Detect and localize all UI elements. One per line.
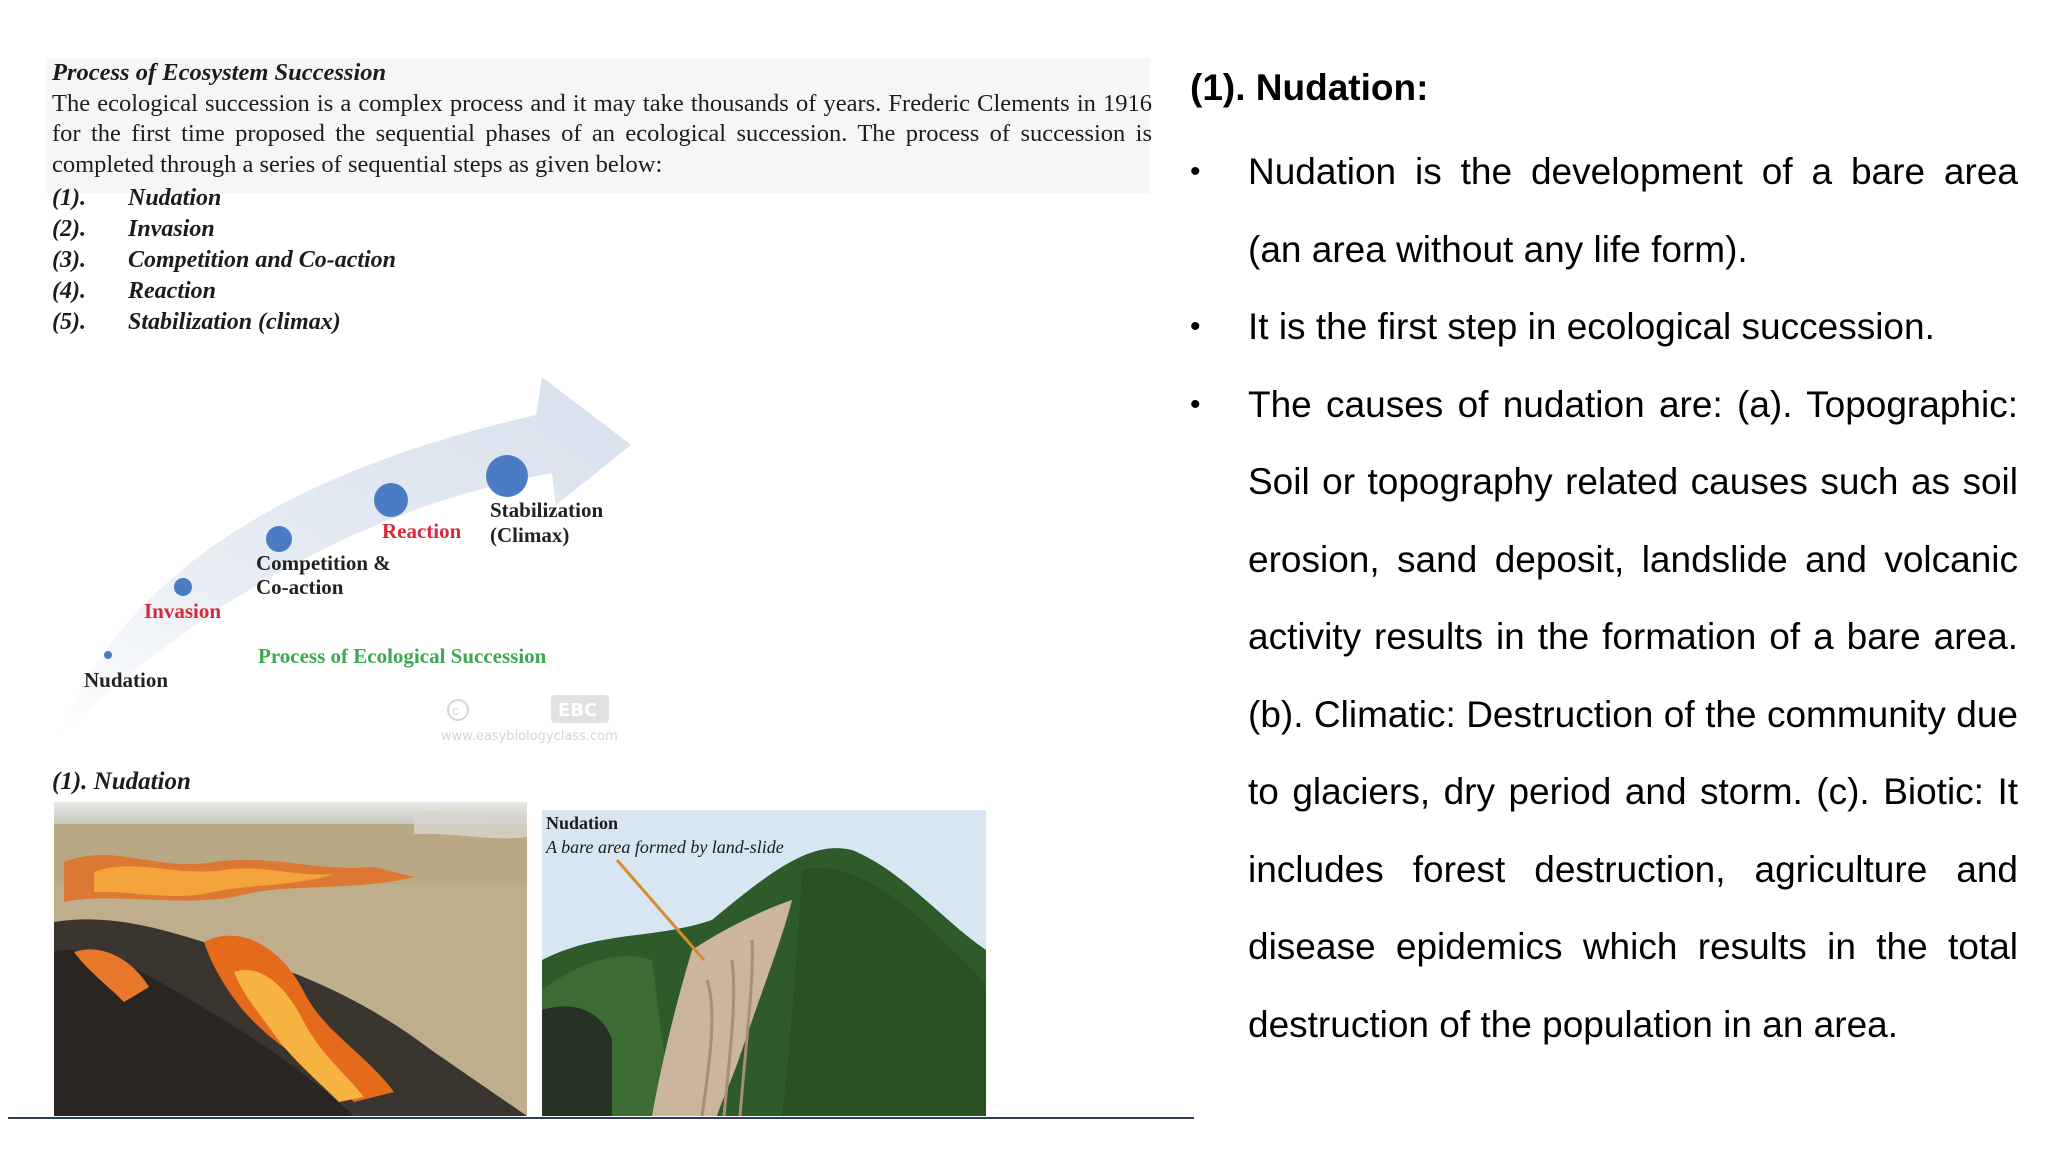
svg-text:c: c xyxy=(452,704,459,718)
watermark-url: www.easybiologyclass.com xyxy=(441,729,618,744)
list-item: (5). Stabilization (climax) xyxy=(52,309,341,335)
diagram-caption: Process of Ecological Succession xyxy=(258,644,547,668)
bullet-item xyxy=(1190,133,2018,288)
stage-dot-reaction xyxy=(374,483,408,517)
list-item: (4). Reaction xyxy=(52,278,216,304)
watermark xyxy=(441,695,618,744)
label-competition-1: Competition & xyxy=(256,551,391,575)
list-item: (2). Invasion xyxy=(52,216,215,242)
photo-caption-title: Nudation xyxy=(546,813,619,833)
stage-dot-nudation xyxy=(104,651,112,659)
stage-dot-stabilization xyxy=(486,455,528,497)
label-reaction: Reaction xyxy=(382,519,462,543)
scan-body: The ecological succession is a complex process and it may take thousands of years. Frederic Clements in 1916 for the first time proposed the sequential phases of an ecological succession. The process of succession is completed through a series of sequential steps as given below: xyxy=(52,89,1152,178)
stage-dot-invasion xyxy=(174,578,192,596)
subsection-title: (1). Nudation xyxy=(52,768,191,795)
scan-text-block xyxy=(52,58,1152,180)
scan-title: Process of Ecosystem Succession xyxy=(52,59,387,86)
bullet-text: The causes of nudation are: (a). Topographic: Soil or topography related causes such as soil erosion, sand deposit, landslide and volcanic activity results in the formation of a bare area. (b). Climatic: Destruction of the community due to glaciers, dry period and storm. (c). Biotic: It includes forest destruction, agriculture and disease epidemics which results in the total destruction of the population in an area. xyxy=(1248,383,2018,1045)
bullet-icon: • xyxy=(1190,387,1201,421)
label-nudation: Nudation xyxy=(84,668,169,692)
divider-line xyxy=(8,1117,1194,1119)
stage-dot-competition xyxy=(266,526,292,552)
bullet-item xyxy=(1190,288,2018,366)
bullet-text: It is the first step in ecological succession. xyxy=(1248,306,1935,347)
succession-diagram xyxy=(46,365,666,755)
steps-list xyxy=(52,183,396,338)
right-text-column xyxy=(1190,58,2018,1063)
bullet-text: Nudation is the development of a bare area (an area without any life form). xyxy=(1248,151,2018,270)
label-stabilization-1: Stabilization xyxy=(490,498,604,522)
watermark-logo-text: EBC xyxy=(558,700,598,721)
grass-fire-photo xyxy=(54,802,527,1116)
label-stabilization-2: (Climax) xyxy=(490,523,570,547)
list-item: (1). Nudation xyxy=(52,185,222,211)
label-competition-2: Co-action xyxy=(256,575,344,599)
bullet-item xyxy=(1190,366,2018,1064)
list-item: (3). Competition and Co-action xyxy=(52,247,397,273)
photo-caption-subtitle: A bare area formed by land-slide xyxy=(546,837,784,857)
bullet-icon: • xyxy=(1190,310,1201,343)
bullet-icon: • xyxy=(1190,155,1201,188)
section-heading: (1). Nudation: xyxy=(1190,67,1429,108)
label-invasion: Invasion xyxy=(144,599,222,623)
